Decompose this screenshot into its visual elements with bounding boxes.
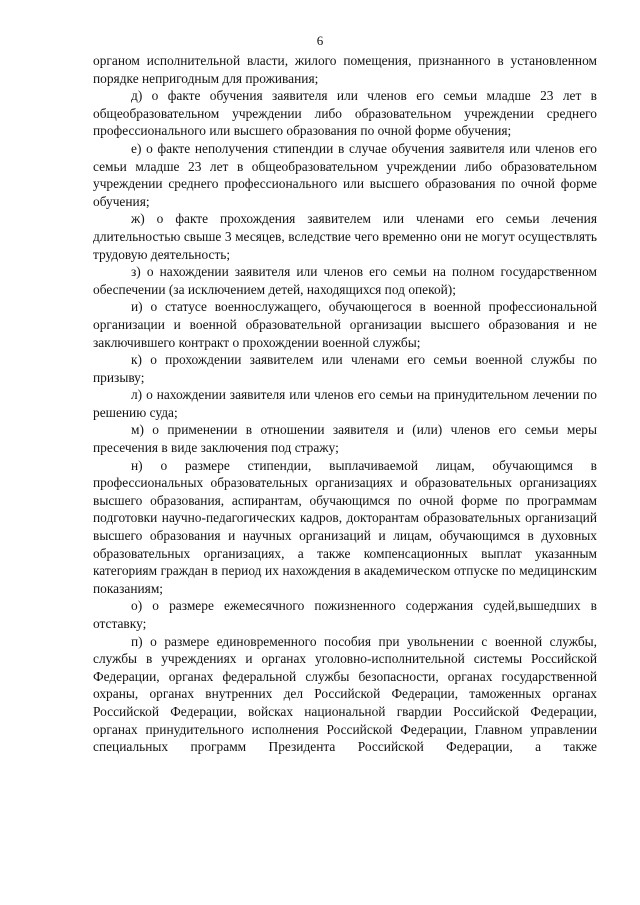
page-number: 6 xyxy=(316,33,324,48)
paragraph-item-i: и) о статусе военнослужащего, обучающегося в военной профессиональной организации и военной образовательной организации высшего образования и не заключившего контракт о прохождении военной службы; xyxy=(93,299,597,350)
paragraph-item-m: м) о применении в отношении заявителя и (или) членов его семьи меры пресечения в виде заключения под стражу; xyxy=(93,422,597,456)
paragraph-item-zh: ж) о факте прохождения заявителем или членами его семьи лечения длительностью свыше 3 месяцев, вследствие чего временно они не могут осуществлять трудовую деятельность; xyxy=(93,211,597,262)
paragraph-item-e: е) о факте неполучения стипендии в случае обучения заявителя или членов его семьи младше 23 лет в общеобразовательном учреждении либо образовательном учреждении среднего профессионального или высшего образования по очной форме обучения; xyxy=(93,140,597,209)
paragraph-item-z: з) о нахождении заявителя или членов его семьи на полном государственном обеспечении (за исключением детей, находящихся под опекой); xyxy=(93,264,597,297)
paragraph-item-d: д) о факте обучения заявителя или членов его семьи младше 23 лет в общеобразовательном учреждении либо образовательном учреждении среднего профессионального или высшего образования по очной форме обучения; xyxy=(93,88,597,139)
document-body xyxy=(93,52,597,756)
paragraph-item-n: н) о размере стипендии, выплачиваемой лицам, обучающимся в профессиональных образовательных организациях и образовательных организациях высшего образования, аспирантам, обучающимся по очной форме по программам подготовки научно-педагогических кадров, докторантам образовательных организаций высшего образования и научных организаций и лицам, обучающимся в духовных образовательных организациях, а также компенсационных выплат указанным категориям граждан в период их нахождения в академическом отпуске по медицинским показаниям; xyxy=(93,457,597,596)
paragraph-item-p: п) о размере единовременного пособия при увольнении с военной службы, службы в учреждениях и органах уголовно-исполнительной системы Российской Федерации, органах федеральной службы безопасности, органах государственной охраны, органах внутренних дел Российской Федерации, таможенных органах Российской Федерации, войсках национальной гвардии Российской Федерации, органах принудительного исполнения Российской Федерации, Главном управлении специальных программ Президента Российской Федерации, а также xyxy=(93,633,597,755)
paragraph-item-o: о) о размере ежемесячного пожизненного содержания судей,вышедших в отставку; xyxy=(93,598,597,631)
paragraph-item-l: л) о нахождении заявителя или членов его семьи на принудительном лечении по решению суда; xyxy=(93,387,597,420)
paragraph-item-k: к) о прохождении заявителем или членами его семьи военной службы по призыву; xyxy=(93,352,597,385)
paragraph-continued: органом исполнительной власти, жилого помещения, признанного в установленном порядке непригодным для проживания; xyxy=(93,53,597,86)
